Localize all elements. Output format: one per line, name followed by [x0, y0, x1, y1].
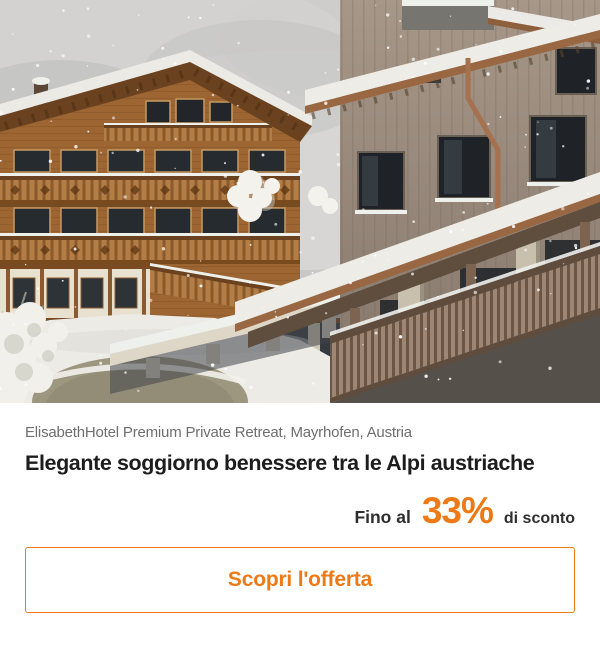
discount-value: 33%: [421, 489, 493, 531]
offer-headline: Elegante soggiorno benessere tra le Alpi austriache: [25, 451, 535, 475]
cta-button[interactable]: Scopri l'offerta: [25, 547, 575, 613]
offer-location: ElisabethHotel Premium Private Retreat, Mayrhofen, Austria: [25, 424, 412, 441]
discount-prefix: Fino al: [354, 506, 411, 527]
offer-content: [0, 424, 600, 613]
discount-suffix: di sconto: [503, 509, 575, 527]
discount-line: [25, 489, 575, 531]
